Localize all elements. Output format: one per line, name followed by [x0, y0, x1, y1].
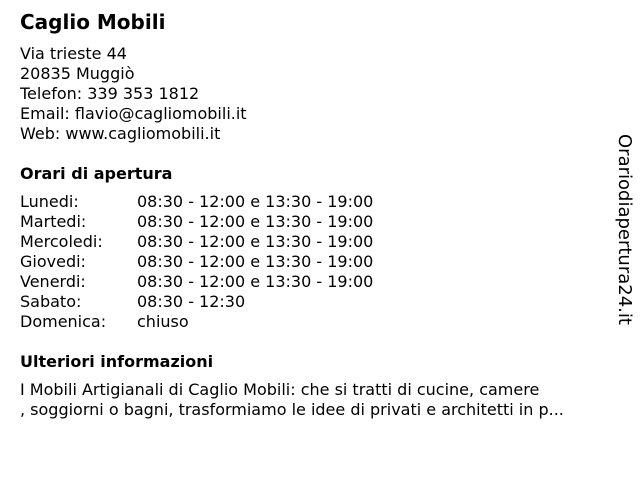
- hours-day: Domenica:: [20, 312, 107, 331]
- hours-time: 08:30 - 12:00 e 13:30 - 19:00: [137, 252, 374, 271]
- hours-day: Lunedi:: [20, 192, 79, 211]
- hours-time: 08:30 - 12:00 e 13:30 - 19:00: [137, 232, 374, 251]
- hours-time: 08:30 - 12:00 e 13:30 - 19:00: [137, 192, 374, 211]
- address-street: Via trieste 44: [20, 44, 127, 63]
- hours-day: Venerdi:: [20, 272, 86, 291]
- hours-day: Sabato:: [20, 292, 82, 311]
- hours-day: Giovedi:: [20, 252, 86, 271]
- opening-hours-table: [20, 192, 610, 332]
- hours-time: 08:30 - 12:00 e 13:30 - 19:00: [137, 272, 374, 291]
- description-line-2: , soggiorni o bagni, trasformiamo le idee di privati e architetti in p...: [20, 400, 564, 419]
- hours-row: [20, 272, 610, 292]
- hours-row: [20, 212, 610, 232]
- business-name: Caglio Mobili: [20, 10, 166, 34]
- address-city: 20835 Muggiò: [20, 64, 135, 83]
- hours-row: [20, 192, 610, 212]
- opening-hours-heading: Orari di apertura: [20, 164, 173, 183]
- hours-time: 08:30 - 12:30: [137, 292, 246, 311]
- hours-day: Martedi:: [20, 212, 87, 231]
- business-card: [20, 8, 610, 420]
- website-text: Web: www.cagliomobili.it: [20, 124, 221, 143]
- site-watermark: Orariodiapertura24.it: [614, 134, 635, 325]
- phone-text: Telefon: 339 353 1812: [20, 84, 200, 103]
- email-text: Email: flavio@cagliomobili.it: [20, 104, 247, 123]
- hours-time: 08:30 - 12:00 e 13:30 - 19:00: [137, 212, 374, 231]
- hours-row: [20, 232, 610, 252]
- hours-row: [20, 252, 610, 272]
- hours-row: [20, 292, 610, 312]
- hours-time: chiuso: [137, 312, 189, 331]
- description-line-1: I Mobili Artigianali di Caglio Mobili: che si tratti di cucine, camere: [20, 380, 540, 399]
- further-info-heading: Ulteriori informazioni: [20, 352, 214, 371]
- hours-row: [20, 312, 610, 332]
- hours-day: Mercoledi:: [20, 232, 103, 251]
